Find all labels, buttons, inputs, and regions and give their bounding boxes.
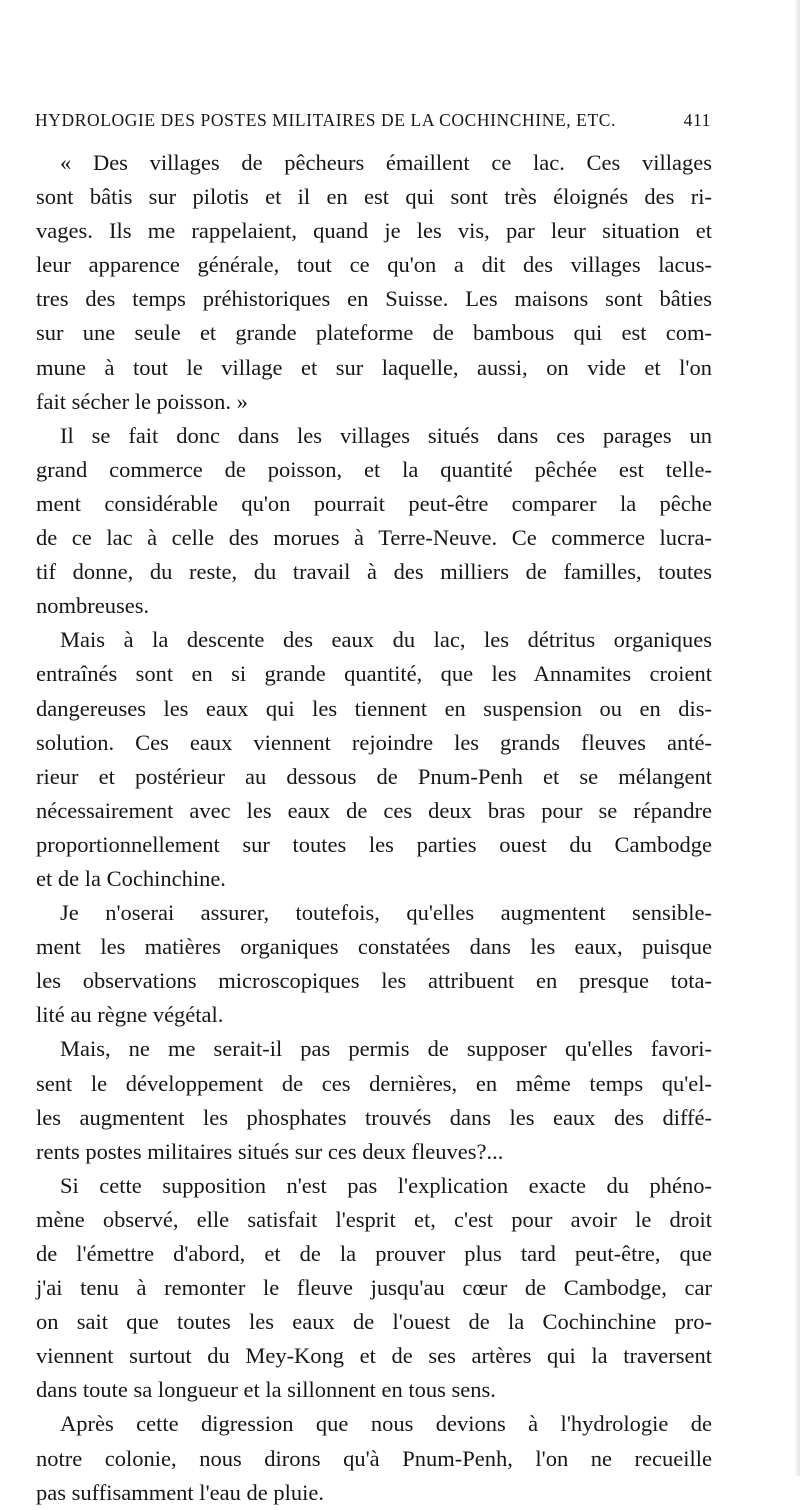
text-line: Il se fait donc dans les villages situés dans ces parages un [60,422,712,448]
text-line: de l'émettre d'abord, et de la prouver plus tard peut-être, que [36,1241,712,1266]
text-line: pas suffisamment l'eau de pluie. [36,1479,324,1505]
text-line: proportionnellement sur toutes les parties ouest du Cambodge [36,831,712,857]
text-line: sur une seule et grande plateforme de bambous qui est com- [36,320,712,346]
text-line: mune à tout le village et sur laquelle, aussi, on vide et l'on [36,354,712,380]
body-text [36,146,712,1510]
text-line: ment considérable qu'on pourrait peut-être comparer la pêche [36,490,712,516]
running-head [35,110,711,131]
text-line: rents postes militaires situés sur ces deux fleuves?... [36,1138,504,1164]
text-line: dangereuses les eaux qui les tiennent en suspension ou en dis- [36,695,712,721]
text-line: mène observé, elle satisfait l'esprit et, c'est pour avoir le droit [36,1206,712,1232]
text-line: lité au règne végétal. [36,1002,224,1028]
text-line: les augmentent les phosphates trouvés dans les eaux des diffé- [36,1104,712,1130]
text-line: notre colonie, nous dirons qu'à Pnum-Penh, l'on ne recueille [36,1445,712,1471]
text-line: tres des temps préhistoriques en Suisse. Les maisons sont bâties [36,286,712,312]
text-line: solution. Ces eaux viennent rejoindre les grands fleuves anté- [36,729,712,755]
text-line: fait sécher le poisson. » [36,388,248,414]
page-edge-shadow [794,0,800,1476]
text-line: on sait que toutes les eaux de l'ouest de la Cochinchine pro- [36,1309,712,1335]
page-number: 411 [683,110,711,130]
text-line: et de la Cochinchine. [36,865,226,891]
text-line: Mais à la descente des eaux du lac, les détritus organiques [60,627,712,653]
text-line: j'ai tenu à remonter le fleuve jusqu'au cœur de Cambodge, car [36,1275,712,1301]
text-line: les observations microscopiques les attribuent en presque tota- [36,968,712,994]
text-line: nombreuses. [36,593,150,619]
text-line: grand commerce de poisson, et la quantité pêchée est telle- [36,456,712,482]
text-line: Après cette digression que nous devions à l'hydrologie de [60,1411,712,1437]
text-line: vages. Ils me rappelaient, quand je les vis, par leur situation et [36,218,712,244]
text-line: sent le développement de ces dernières, en même temps qu'el- [36,1070,712,1096]
text-line: sont bâtis sur pilotis et il en est qui sont très éloignés des ri- [36,184,712,210]
text-line: « Des villages de pêcheurs émaillent ce lac. Ces villages [60,150,712,175]
text-line: entraînés sont en si grande quantité, que les Annamites croient [36,661,712,687]
text-line: tif donne, du reste, du travail à des milliers de familles, toutes [36,559,712,585]
text-line: rieur et postérieur au dessous de Pnum-Penh et se mélangent [36,763,712,789]
text-line: nécessairement avec les eaux de ces deux bras pour se répandre [36,797,712,823]
text-line: Si cette supposition n'est pas l'explication exacte du phéno- [60,1172,712,1198]
text-line: leur apparence générale, tout ce qu'on a dit des villages lacus- [36,252,712,278]
text-line: de ce lac à celle des morues à Terre-Neuve. Ce commerce lucra- [36,525,712,551]
text-line: dans toute sa longueur et la sillonnent en tous sens. [36,1377,496,1403]
text-line: Mais, ne me serait-il pas permis de supposer qu'elles favori- [60,1036,712,1062]
running-title: HYDROLOGIE DES POSTES MILITAIRES DE LA COCHINCHINE, ETC. [35,110,617,130]
text-line: viennent surtout du Mey-Kong et de ses artères qui la traversent [36,1343,712,1369]
text-line: Je n'oserai assurer, toutefois, qu'elles augmentent sensible- [60,900,712,926]
text-line: ment les matières organiques constatées dans les eaux, puisque [36,934,712,960]
